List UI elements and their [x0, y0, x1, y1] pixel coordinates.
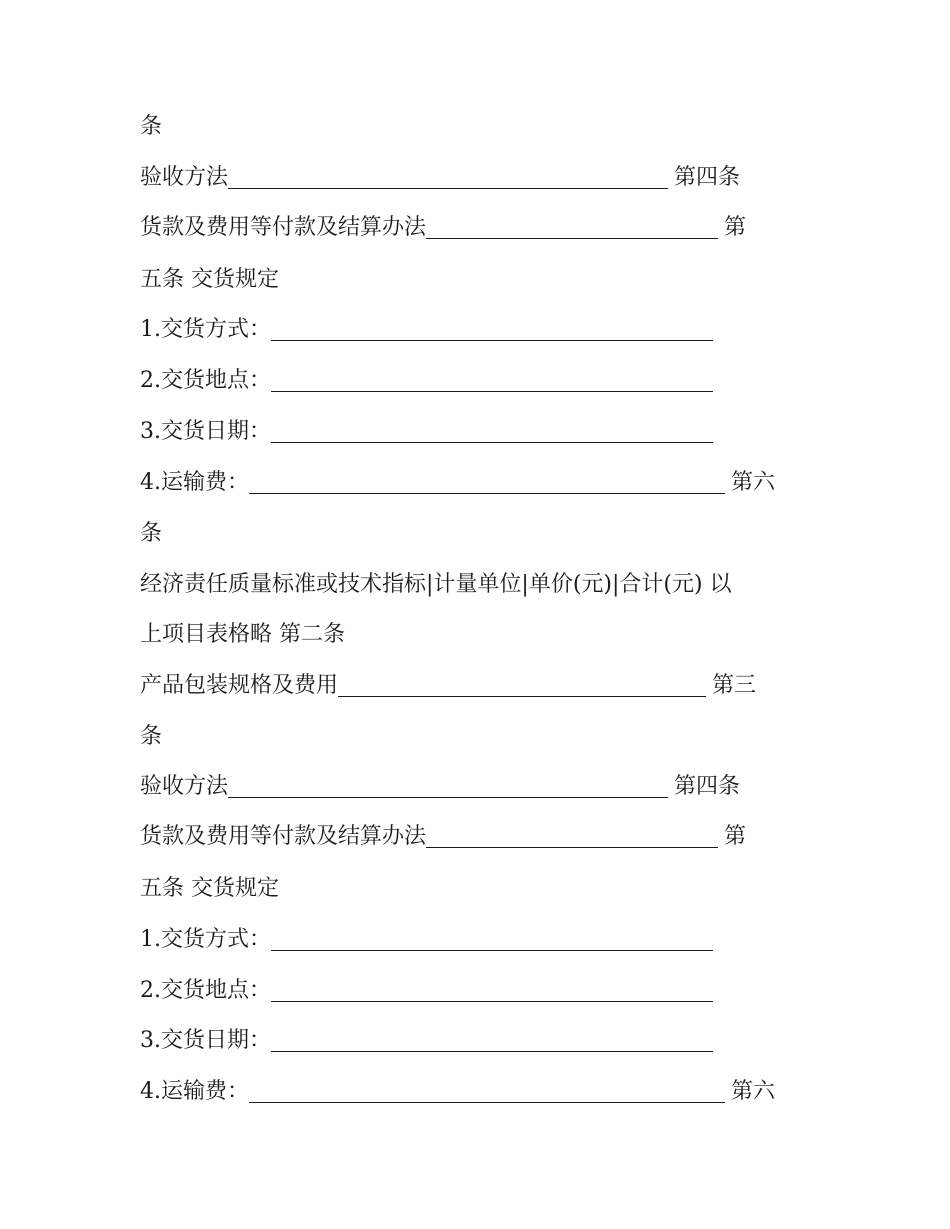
line-text: 条	[140, 114, 163, 139]
line-text: 产品包装规格及费用	[140, 673, 339, 698]
line-text: 1.交货方式：	[140, 317, 271, 342]
line-text: 上项目表格略 第二条	[140, 622, 345, 647]
text-line	[140, 417, 713, 447]
line-suffix: 第四条	[674, 165, 741, 190]
line-text: 4.运输费：	[140, 470, 249, 495]
fill-in-blank[interactable]	[249, 471, 725, 494]
line-text: 1.交货方式：	[140, 927, 271, 952]
line-suffix: 第六	[731, 1079, 776, 1104]
line-text: 货款及费用等付款及结算办法	[140, 215, 427, 240]
text-line	[140, 163, 740, 193]
text-line	[140, 112, 162, 142]
text-line	[140, 1026, 713, 1056]
fill-in-blank[interactable]	[271, 318, 713, 341]
line-text: 3.交货日期：	[140, 419, 271, 444]
line-suffix: 第	[724, 824, 747, 849]
text-line	[140, 822, 746, 852]
text-line	[140, 925, 713, 955]
line-text: 2.交货地点：	[140, 978, 271, 1003]
text-line	[140, 315, 713, 345]
fill-in-blank[interactable]	[338, 674, 706, 697]
fill-in-blank[interactable]	[271, 979, 713, 1002]
line-text: 3.交货日期：	[140, 1028, 271, 1053]
section-heading	[140, 874, 279, 904]
text-line	[140, 468, 775, 498]
text-line	[140, 772, 740, 802]
fill-in-blank[interactable]	[271, 1029, 713, 1052]
line-text: 货款及费用等付款及结算办法	[140, 824, 427, 849]
line-text: 条	[140, 724, 163, 749]
fill-in-blank[interactable]	[271, 420, 713, 443]
fill-in-blank[interactable]	[249, 1080, 725, 1103]
fill-in-blank[interactable]	[426, 216, 718, 239]
text-line	[140, 620, 345, 650]
text-line	[140, 722, 162, 752]
line-text: 条	[140, 521, 163, 546]
line-text: 2.交货地点：	[140, 368, 271, 393]
line-text: 五条 交货规定	[140, 267, 279, 292]
fill-in-blank[interactable]	[271, 369, 713, 392]
line-text: 验收方法	[140, 165, 229, 190]
fill-in-blank[interactable]	[426, 825, 718, 848]
text-line	[140, 519, 162, 549]
text-line	[140, 570, 732, 600]
line-text: 五条 交货规定	[140, 876, 279, 901]
text-line	[140, 366, 713, 396]
line-suffix: 第六	[731, 470, 776, 495]
line-text: 4.运输费：	[140, 1079, 249, 1104]
text-line	[140, 1077, 775, 1107]
text-line	[140, 976, 713, 1006]
line-suffix: 第三	[712, 673, 757, 698]
text-line	[140, 671, 756, 701]
section-heading	[140, 265, 279, 295]
text-line	[140, 213, 746, 243]
line-suffix: 第四条	[674, 774, 741, 799]
line-suffix: 第	[724, 215, 747, 240]
fill-in-blank[interactable]	[271, 928, 713, 951]
fill-in-blank[interactable]	[228, 775, 668, 798]
fill-in-blank[interactable]	[228, 166, 668, 189]
line-text: 验收方法	[140, 774, 229, 799]
line-text: 经济责任质量标准或技术指标|计量单位|单价(元)|合计(元) 以	[140, 572, 732, 597]
